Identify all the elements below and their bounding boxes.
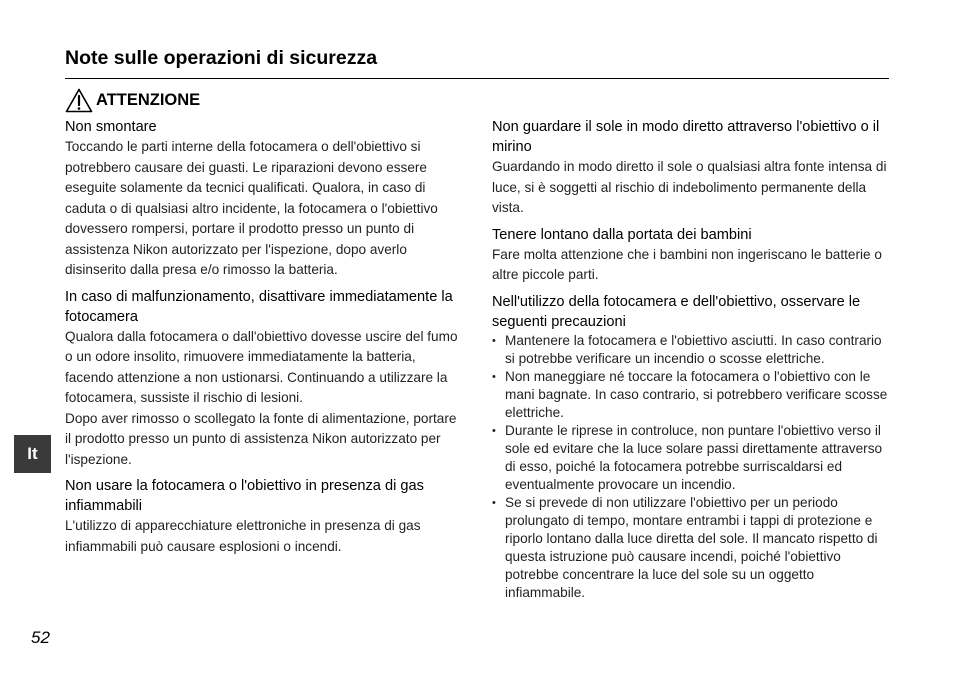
section-body: Toccando le parti interne della fotocamera o dell'obiettivo si potrebbero causare dei guasti. Le riparazioni devono essere eseguite solamente da tecnici qualificati. Qualora, in caso di caduta o di qualsiasi altro incidente, la fotocamera o l'obiettivo dovessero rompersi, portare il prodotto presso un punto di assistenza Nikon autorizzato per l'ispezione, dopo averlo disinserito dalla presa e/o rimosso la batteria. bbox=[65, 139, 438, 277]
page-number: 52 bbox=[31, 628, 50, 647]
warning-triangle-icon bbox=[65, 88, 93, 113]
section-body: Qualora dalla fotocamera o dall'obiettivo dovesse uscire del fumo o un odore insolito, rimuovere immediatamente la batteria, facendo attenzione a non ustionarsi. Continuando a utilizzare la fotocamera, sussiste il rischio di lesioni. bbox=[65, 328, 458, 405]
language-tab: It bbox=[14, 435, 51, 473]
section-sole bbox=[492, 117, 889, 219]
precautions-list bbox=[492, 332, 889, 602]
right-column bbox=[492, 117, 889, 608]
section-precauzioni bbox=[492, 292, 889, 602]
section-body: L'utilizzo di apparecchiature elettroniche in presenza di gas infiammabili può causare esplosioni o incendi. bbox=[65, 518, 421, 554]
section-body-continued: Dopo aver rimosso o scollegato la fonte di alimentazione, portare il prodotto presso un punto di assistenza Nikon autorizzato per l'ispezione. bbox=[65, 410, 457, 467]
list-item: • Se si prevede di non utilizzare l'obiettivo per un periodo prolungato di tempo, montare entrambi i tappi di protezione e riporlo lontano dalla luce diretta del sole. Il mancato rispetto di questa istruzione può causare incendi, poiché l'obiettivo potrebbe concentrare la luce del sole su un oggetto infiammabile. bbox=[492, 494, 889, 602]
section-body: Fare molta attenzione che i bambini non ingeriscano le batterie o altre piccole parti. bbox=[492, 246, 882, 282]
warning-header bbox=[65, 87, 200, 113]
list-item: • Non maneggiare né toccare la fotocamera o l'obiettivo con le mani bagnate. In caso contrario, si potrebbero verificare scosse elettriche. bbox=[492, 368, 889, 422]
left-column bbox=[65, 117, 461, 563]
section-non-smontare bbox=[65, 117, 461, 281]
section-heading: Non guardare il sole in modo diretto attraverso l'obiettivo o il mirino bbox=[492, 119, 880, 155]
section-bambini bbox=[492, 225, 889, 286]
section-heading: Tenere lontano dalla portata dei bambini bbox=[492, 226, 752, 243]
section-gas-infiammabili bbox=[65, 476, 461, 557]
warning-label: ATTENZIONE bbox=[96, 90, 201, 109]
section-body: Guardando in modo diretto il sole o qualsiasi altra fonte intensa di luce, si è soggetti al rischio di indebolimento permanente della vista. bbox=[492, 159, 887, 215]
list-item: • Mantenere la fotocamera e l'obiettivo asciutti. In caso contrario si potrebbe verificare un incendio o scosse elettriche. bbox=[492, 332, 889, 368]
section-heading: In caso di malfunzionamento, disattivare immediatamente la fotocamera bbox=[65, 288, 453, 325]
section-heading: Nell'utilizzo della fotocamera e dell'obiettivo, osservare le seguenti precauzioni bbox=[492, 293, 861, 330]
section-heading: Non smontare bbox=[65, 119, 157, 135]
section-heading: Non usare la fotocamera o l'obiettivo in presenza di gas infiammabili bbox=[65, 478, 424, 514]
section-malfunzionamento bbox=[65, 287, 461, 471]
title-divider bbox=[65, 78, 889, 79]
page-title: Note sulle operazioni di sicurezza bbox=[65, 47, 378, 69]
list-item: • Durante le riprese in controluce, non puntare l'obiettivo verso il sole ed evitare che la luce solare passi direttamente attraverso di esso, poiché la fotocamera potrebbe surriscaldarsi ed eventualmente provocare un incendio. bbox=[492, 422, 889, 494]
